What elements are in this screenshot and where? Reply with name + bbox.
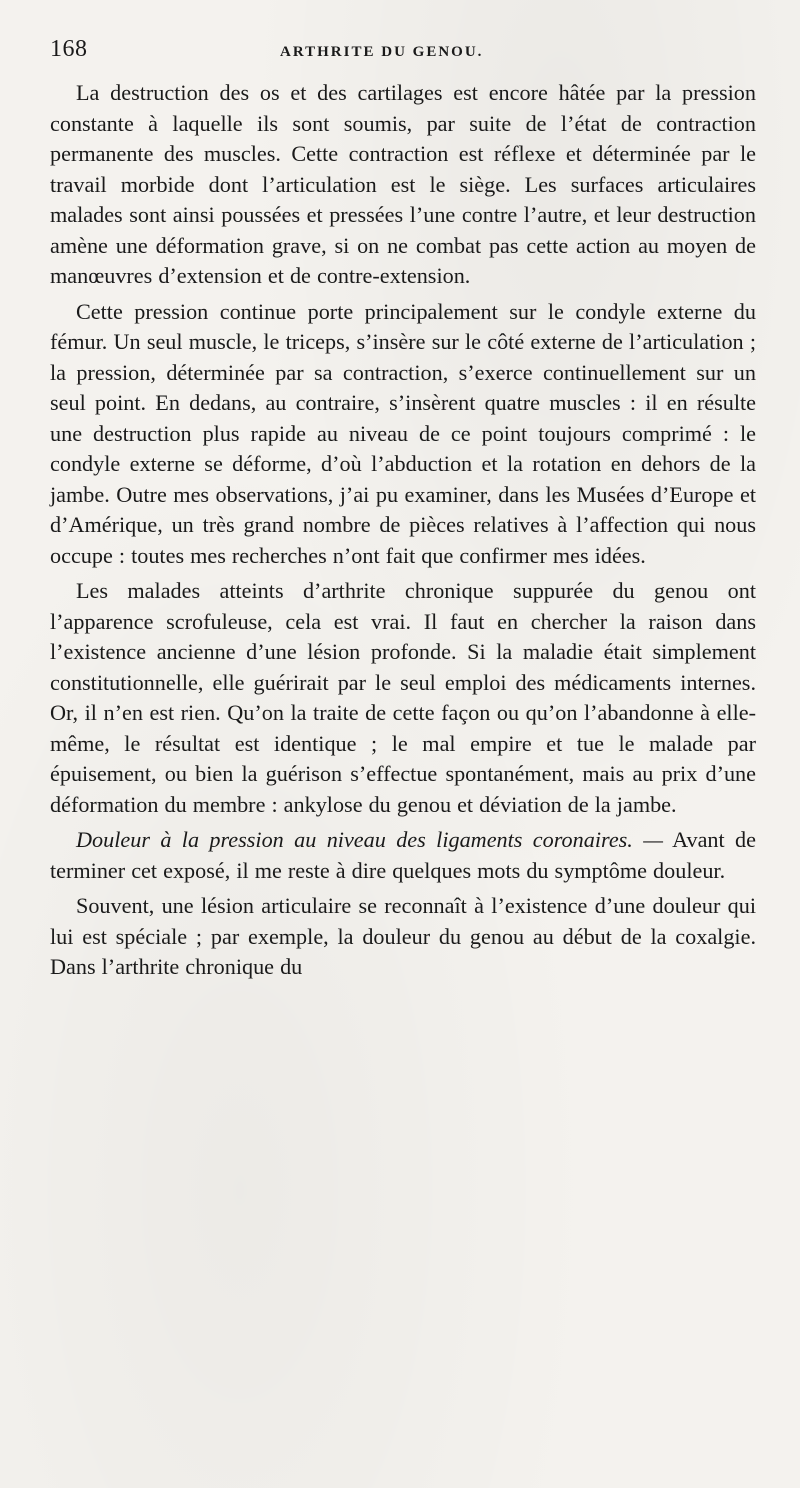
paragraph-with-heading	[50, 825, 756, 886]
paragraph: Souvent, une lésion articulaire se reconnaît à l’existence d’une douleur qui lui est spéciale ; par exemple, la douleur du genou au début de la coxalgie. Dans l’arthrite chronique du	[50, 893, 756, 979]
paragraph: Cette pression continue porte principalement sur le condyle externe du fémur. Un seul muscle, le triceps, s’insère sur le côté externe de l’articulation ; la pression, déterminée par sa contraction, s’exerce continuellement sur un seul point. En dedans, au contraire, s’insèrent quatre muscles : il en résulte une destruction plus rapide au niveau de ce point toujours comprimé : le condyle externe se déforme, d’où l’abduction et la rotation en dehors de la jambe. Outre mes observations, j’ai pu examiner, dans les Musées d’Europe et d’Amérique, un très grand nombre de pièces relatives à l’affection qui nous occupe : toutes mes recherches n’ont fait que confirmer mes idées.	[50, 298, 756, 568]
inline-heading: Douleur à la pression au niveau des ligaments coronaires. —	[76, 827, 663, 852]
body-text	[50, 78, 756, 983]
page-header	[50, 36, 756, 72]
page-number: 168	[50, 36, 88, 62]
paragraph: La destruction des os et des cartilages est encore hâtée par la pression constante à laquelle ils sont soumis, par suite de l’état de contraction permanente des muscles. Cette contraction est réflexe et déterminée par le travail morbide dont l’articulation est le siège. Les surfaces articulaires malades sont ainsi poussées et pressées l’une contre l’autre, et leur destruction amène une déformation grave, si on ne combat pas cette action au moyen de manœuvres d’extension et de contre-extension.	[50, 80, 756, 288]
paragraph-text: Avant de terminer cet exposé, il me reste à dire quelques mots du symptôme douleur.	[50, 827, 756, 883]
running-title: ARTHRITE DU GENOU.	[280, 44, 484, 60]
paragraph: Les malades atteints d’arthrite chronique suppurée du genou ont l’apparence scrofuleuse, cela est vrai. Il faut en chercher la raison dans l’existence ancienne d’une lésion profonde. Si la maladie était simplement constitutionnelle, elle guérirait par le seul emploi des médicaments internes. Or, il n’en est rien. Qu’on la traite de cette façon ou qu’on l’abandonne à elle-même, le résultat est identique ; le mal empire et tue le malade par épuisement, ou bien la guérison s’effectue spontanément, mais au prix d’une déformation du membre : ankylose du genou et déviation de la jambe.	[50, 578, 756, 817]
